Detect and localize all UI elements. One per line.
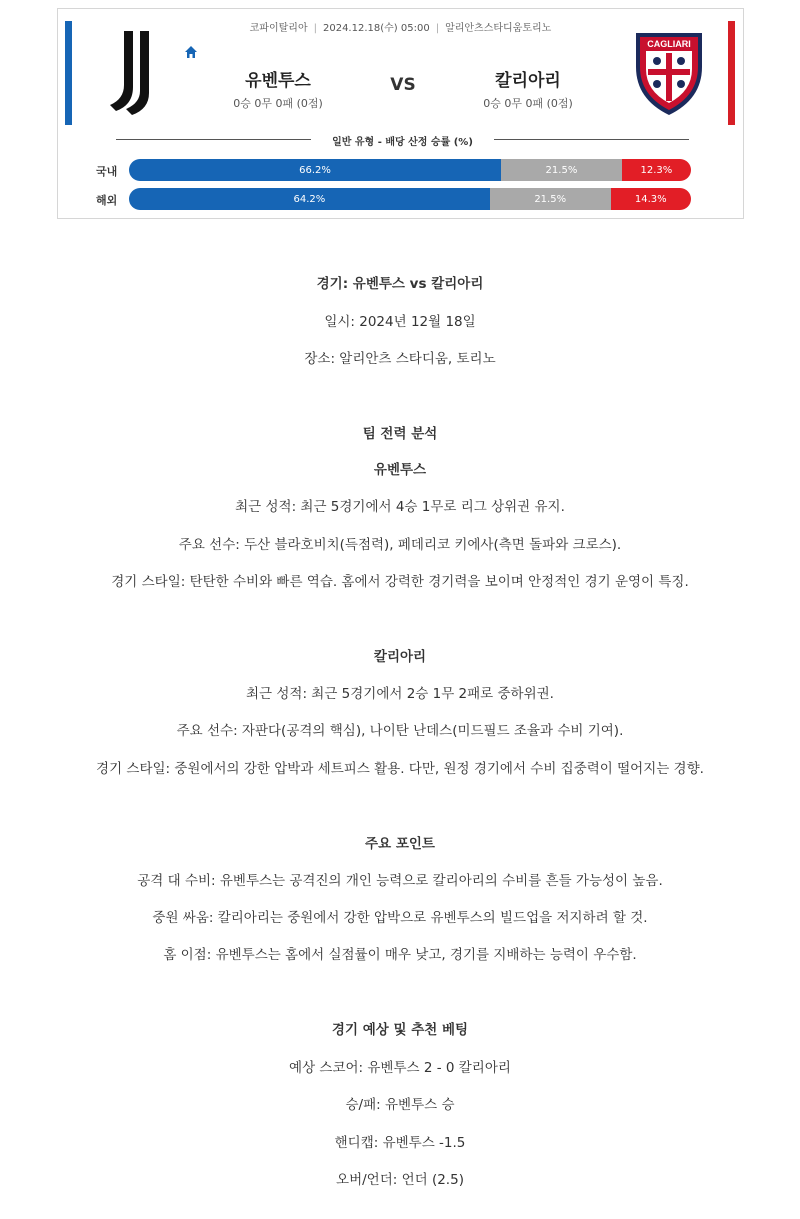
juventus-players: 주요 선수: 두산 블라호비치(득점력), 페데리코 키에사(측면 돌파와 크로스). (178, 537, 622, 553)
prediction-heading: 경기 예상 및 추천 베팅 (331, 1022, 469, 1038)
cagliari-players: 주요 선수: 자판다(공격의 핵심), 나이탄 난데스(미드필드 조율과 수비 기여). (176, 723, 624, 739)
analysis-heading: 팀 전력 분석 (362, 426, 438, 442)
key-point-attack: 공격 대 수비: 유벤투스는 공격진의 개인 능력으로 칼리아리의 수비를 흔들 가능성이 높음. (137, 873, 663, 889)
juventus-form: 최근 성적: 최근 5경기에서 4승 1무로 리그 상위권 유지. (235, 499, 565, 515)
draw-segment: 21.5% (490, 188, 611, 210)
win-segment: 66.2% (129, 159, 501, 181)
cagliari-logo (632, 27, 706, 117)
win-segment: 64.2% (129, 188, 490, 210)
cagliari-style: 경기 스타일: 중원에서의 강한 압박과 세트피스 활용. 다만, 원정 경기에서 수비 집중력이 떨어지는 경향. (96, 761, 704, 777)
vs-label: VS (390, 75, 416, 95)
odds-bar (129, 188, 691, 210)
prediction-score: 예상 스코어: 유벤투스 2 - 0 칼리아리 (289, 1060, 511, 1076)
prediction-handicap: 핸디캡: 유벤투스 -1.5 (334, 1135, 466, 1151)
away-team-name: 칼리아리 (495, 71, 561, 91)
home-color-bar (65, 21, 72, 125)
draw-segment: 21.5% (501, 159, 622, 181)
home-team-name: 유벤투스 (245, 71, 311, 91)
odds-row-domestic (58, 159, 743, 181)
odds-row-label: 해외 (96, 194, 118, 207)
loss-segment: 14.3% (611, 188, 691, 210)
divider-right (494, 139, 689, 140)
key-point-home: 홈 이점: 유벤투스는 홈에서 실점률이 매우 낮고, 경기를 지배하는 능력이 우수함. (163, 947, 637, 963)
key-points-heading: 주요 포인트 (365, 836, 435, 852)
cagliari-logo-text: CAGLIARI (647, 39, 691, 49)
divider-left (116, 139, 311, 140)
match-venue: 장소: 알리안츠 스타디움, 토리노 (304, 351, 496, 367)
juventus-logo (104, 27, 162, 115)
juventus-style: 경기 스타일: 탄탄한 수비와 빠른 역습. 홈에서 강력한 경기력을 보이며 안정적인 경기 운영이 특징. (111, 574, 689, 590)
prediction-result: 승/패: 유벤투스 승 (345, 1097, 455, 1113)
match-datetime: 2024.12.18(수) 05:00 (322, 23, 430, 34)
match-meta: 코파이탈리아 | 2024.12.18(수) 05:00 | 알리안츠스타디움토리노 (249, 23, 552, 34)
key-point-midfield: 중원 싸움: 칼리아리는 중원에서 강한 압박으로 유벤투스의 빌드업을 저지하려 할 것. (152, 910, 648, 926)
loss-segment: 12.3% (622, 159, 691, 181)
match-stadium: 알리안츠스타디움토리노 (445, 23, 552, 34)
home-icon (184, 45, 198, 59)
odds-row-label: 국내 (96, 165, 118, 178)
cagliari-form: 최근 성적: 최근 5경기에서 2승 1무 2패로 중하위권. (246, 686, 554, 702)
home-team-record: 0승 0무 0패 (0점) (233, 97, 323, 110)
odds-row-overseas (58, 188, 743, 210)
league-name: 코파이탈리아 (249, 23, 308, 34)
odds-bar (129, 159, 691, 181)
away-team-record: 0승 0무 0패 (0점) (483, 97, 573, 110)
cagliari-heading: 칼리아리 (373, 649, 427, 665)
odds-section-title: 일반 유형 - 배당 산정 승률 (%) (332, 137, 473, 148)
match-date: 일시: 2024년 12월 18일 (324, 314, 476, 330)
juventus-heading: 유벤투스 (373, 462, 427, 478)
match-title: 경기: 유벤투스 vs 칼리아리 (316, 276, 484, 292)
match-card (57, 8, 744, 219)
prediction-overunder: 오버/언더: 언더 (2.5) (336, 1172, 464, 1188)
away-color-bar (728, 21, 735, 125)
